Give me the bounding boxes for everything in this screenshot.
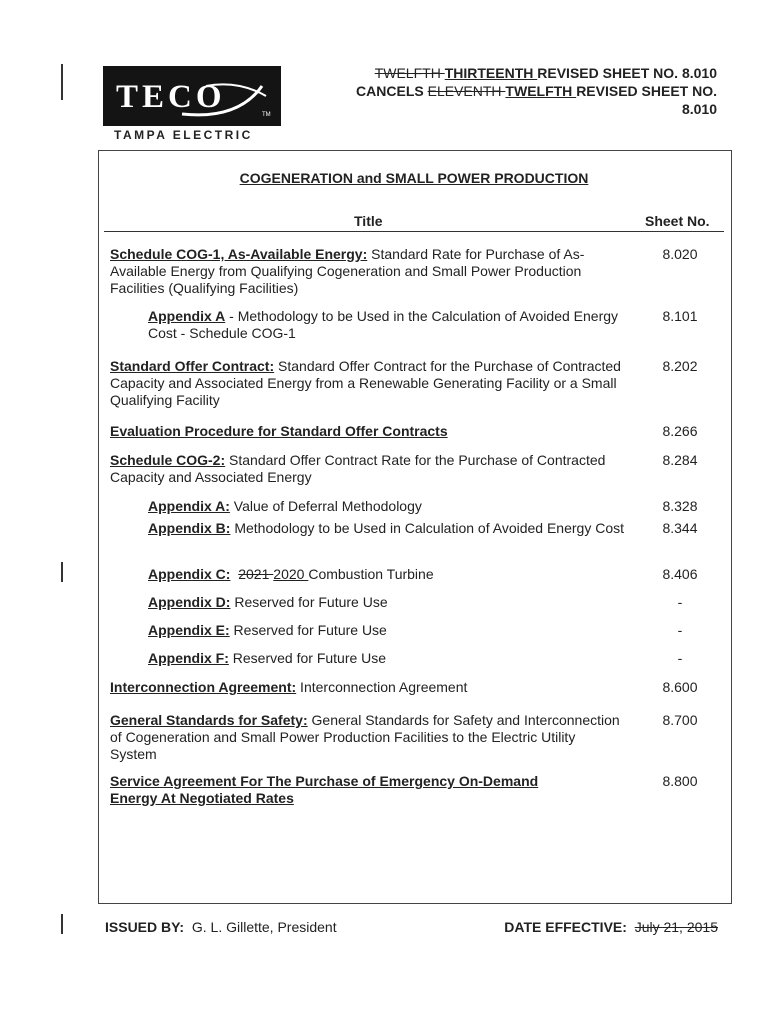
entry-text: Standard Rate for Purchase of As-Available Energy from Qualifying Cogeneration and Small Power Production Facilities (Qualifying Facilities) [110,246,585,296]
section-title: COGENERATION and SMALL POWER PRODUCTION [239,170,589,186]
entry-standard-offer [110,358,625,409]
issued-by-value: G. L. Gillette, President [191,919,337,935]
entry-text: Standard Offer Contract Rate for the Purchase of Contracted Capacity and Associated Energy [110,452,606,485]
revision-bar [61,562,63,582]
entry-appendix-c [148,566,638,583]
entry-appendix-a-cog1 [148,308,638,342]
entry-text: General Standards for Safety and Interconnection of Cogeneration and Small Power Production Facilities to the Electric Utility System [110,712,620,762]
issued-by [105,919,337,935]
entry-text: Reserved for Future Use [228,650,387,666]
revised-sheet-line [375,64,717,82]
logo-subtitle: TAMPA ELECTRIC [114,128,253,142]
sheet-number: 8.202 [662,358,698,374]
sheet-number: 8.020 [662,246,698,262]
entry-appendix-a [148,498,638,515]
entry-appendix-d [148,594,638,611]
new-year: 2020 [273,566,309,582]
entry-label: Appendix E: [148,622,230,638]
sheet-number: 8.101 [662,308,698,324]
entry-text: Reserved for Future Use [230,594,388,610]
revision-bar [61,64,63,100]
cancels-sheet-number: 8.010 [681,101,717,117]
entry-label: Appendix B: [148,520,231,536]
entry-service-agreement [110,773,580,807]
column-title: Title [354,213,383,229]
sheet-number: - [677,650,683,666]
logo-trademark: TM [262,112,271,118]
entry-general-standards [110,712,625,763]
entry-label: Standard Offer Contract: [110,358,275,374]
entry-label: Appendix F: [148,650,229,666]
entry-label: Schedule COG-2: [110,452,226,468]
entry-text: Combustion Turbine [308,566,434,582]
struck-revision: TWELFTH [374,65,445,81]
cancels-text: REVISED SHEET NO. [576,83,717,99]
entry-label: Evaluation Procedure for Standard Offer Contracts [110,423,448,439]
date-effective-value: July 21, 2015 [634,919,718,935]
entry-appendix-e [148,622,638,639]
cancels-prefix: CANCELS [356,83,428,99]
sheet-number: 8.700 [662,712,698,728]
sheet-number: 8.328 [662,498,698,514]
entry-text: Value of Deferral Methodology [229,498,422,514]
sheet-number: 8.406 [662,566,698,582]
entry-text: Standard Offer Contract for the Purchase of Contracted Capacity and Associated Energy from a Renewable Generating Facility or a Small Qualifying Facility [110,358,621,408]
sheet-number: - [677,622,683,638]
entry-label: Service Agreement For The Purchase of Emergency On-Demand Energy At Negotiated Rates [110,773,539,806]
sheet-number: 8.344 [662,520,698,536]
struck-year: 2021 [238,566,274,582]
entry-text: Reserved for Future Use [229,622,387,638]
column-sheet-no: Sheet No. [645,213,710,229]
sheet-number: 8.800 [662,773,698,789]
entry-evaluation-procedure [110,423,625,440]
entry-text: Methodology to be Used in Calculation of Avoided Energy Cost [230,520,624,536]
entry-label: Interconnection Agreement: [110,679,297,695]
entry-label: General Standards for Safety: [110,712,308,728]
entry-label: Appendix A: [148,498,230,514]
entry-interconnection [110,679,625,696]
new-cancel: TWELFTH [505,83,577,99]
entry-label: Appendix C: [148,566,231,582]
entry-text: - Methodology to be Used in the Calculation of Avoided Energy Cost - Schedule COG-1 [148,308,619,341]
sheet-number: 8.266 [662,423,698,439]
struck-cancel: ELEVENTH [427,83,506,99]
entry-appendix-f [148,650,638,667]
date-effective [504,919,718,935]
issued-by-label: ISSUED BY: [105,919,185,935]
date-effective-label: DATE EFFECTIVE: [504,919,627,935]
sheet-number: 8.600 [662,679,698,695]
sheet-number: 8.284 [662,452,698,468]
entry-schedule-cog-1 [110,246,625,297]
entry-text: Interconnection Agreement [296,679,468,695]
entry-label: Appendix D: [148,594,231,610]
entry-label: Appendix A [148,308,226,324]
logo-wordmark: TECO [116,79,226,115]
new-revision: THIRTEENTH [444,65,538,81]
sheet-number: - [677,594,683,610]
revised-sheet-text: REVISED SHEET NO. 8.010 [537,65,717,81]
header-rule [104,231,724,232]
cancels-line [356,82,717,100]
entry-label: Schedule COG-1, As-Available Energy: [110,246,368,262]
entry-appendix-b [148,520,638,537]
revision-bar [61,914,63,934]
entry-schedule-cog-2 [110,452,625,486]
